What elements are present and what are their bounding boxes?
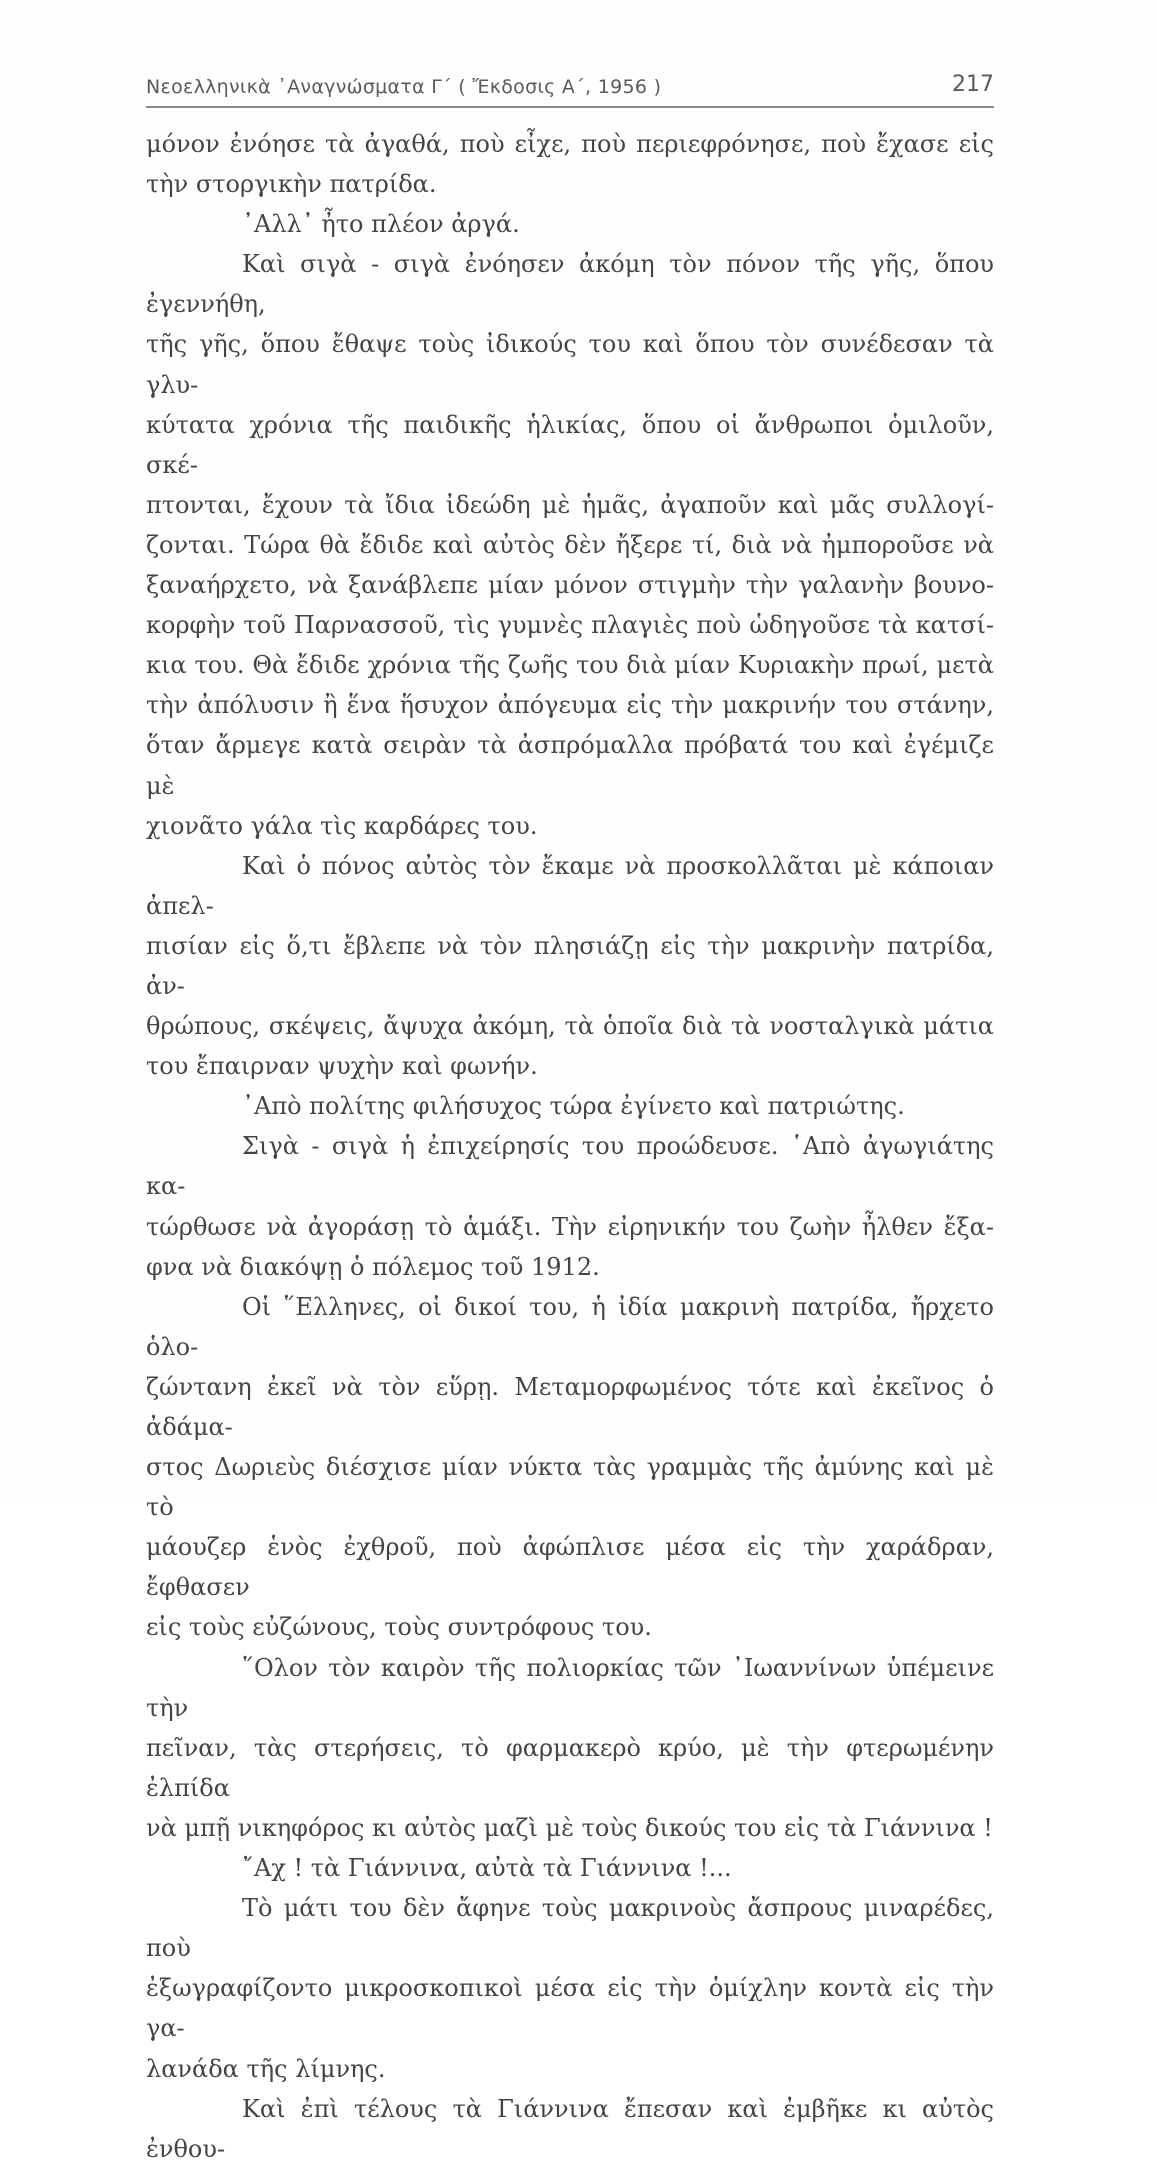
header-rule	[146, 106, 994, 108]
text-line: πτονται, ἔχουν τὰ ἴδια ἰδεώδη μὲ ἡμᾶς, ἀγαποῦν καὶ μᾶς συλλογί-	[146, 490, 994, 519]
text-line: τῆς γῆς, ὅπου ἔθαψε τοὺς ἰδικούς του καὶ ὅπου τὸν συνέδεσαν τὰ γλυ-	[146, 330, 994, 399]
text-line: τώρθωσε νὰ ἀγοράσῃ τὸ ἁμάξι. Τὴν εἰρηνικήν του ζωὴν ἦλθεν ἔξα-	[146, 1212, 994, 1241]
text-line: κύτατα χρόνια τῆς παιδικῆς ἡλικίας, ὅπου οἱ ἄνθρωποι ὁμιλοῦν, σκέ-	[146, 410, 994, 479]
text-line: στος Δωριεὺς διέσχισε μίαν νύκτα τὰς γραμμὰς τῆς ἀμύνης καὶ μὲ τὸ	[146, 1453, 994, 1522]
text-line: κια του. Θὰ ἔδιδε χρόνια τῆς ζωῆς του διὰ μίαν Κυριακὴν πρωί, μετὰ	[146, 651, 994, 680]
text-line: εἰς τοὺς εὐζώνους, τοὺς συντρόφους του.	[146, 1613, 652, 1642]
text-line: κορφὴν τοῦ Παρνασσοῦ, τὶς γυμνὲς πλαγιὲς ποὺ ὡδηγοῦσε τὰ κατσί-	[146, 611, 994, 640]
text-line: τὴν ἀπόλυσιν ἢ ἕνα ἥσυχον ἀπόγευμα εἰς τὴν μακρινήν του στάνην,	[146, 691, 994, 720]
text-line: θρώπους, σκέψεις, ἄψυχα ἀκόμη, τὰ ὁποῖα διὰ τὰ νοσταλγικὰ μάτια	[146, 1012, 994, 1041]
text-line: πεῖναν, τὰς στερήσεις, τὸ φαρμακερὸ κρύο, μὲ τὴν φτερωμένην ἐλπίδα	[146, 1733, 994, 1802]
text-line: Καὶ ὁ πόνος αὐτὸς τὸν ἔκαμε νὰ προσκολλᾶται μὲ κάποιαν ἀπελ-	[146, 851, 994, 920]
text-line: φνα νὰ διακόψῃ ὁ πόλεμος τοῦ 1912.	[146, 1252, 600, 1281]
text-line: νὰ μπῇ νικηφόρος κι αὐτὸς μαζὶ μὲ τοὺς δικούς του εἰς τὰ Γιάννινα !	[146, 1813, 993, 1842]
text-line: Σιγὰ - σιγὰ ἡ ἐπιχείρησίς του προώδευσε. ῾Απὸ ἀγωγιάτης κα-	[146, 1132, 994, 1201]
text-line: ῞Ολον τὸν καιρὸν τῆς πολιορκίας τῶν ᾿Ιωαννίνων ὑπέμεινε τὴν	[146, 1653, 994, 1722]
text-line: λανάδα τῆς λίμνης.	[146, 2054, 386, 2083]
text-line: Καὶ ἐπὶ τέλους τὰ Γιάννινα ἔπεσαν καὶ ἐμβῆκε κι αὐτὸς ἐνθου-	[146, 2094, 994, 2163]
text-line: Καὶ σιγὰ - σιγὰ ἐνόησεν ἀκόμη τὸν πόνον τῆς γῆς, ὅπου ἐγεννήθη,	[146, 250, 994, 319]
text-line: ὅταν ἄρμεγε κατὰ σειρὰν τὰ ἀσπρόμαλλα πρόβατά του καὶ ἐγέμιζε μὲ	[146, 731, 994, 800]
text-line: χιονᾶτο γάλα τὶς καρδάρες του.	[146, 811, 538, 840]
header-title: Νεοελληνικὰ ᾿Αναγνώσματα Γ΄ ( Ἔκδοσις Α΄, 1956 )	[146, 76, 662, 98]
text-line: ᾿Απὸ πολίτης φιλήσυχος τώρα ἐγίνετο καὶ πατριώτης.	[242, 1092, 905, 1121]
text-line: Τὸ μάτι του δὲν ἄφηνε τοὺς μακρινοὺς ἄσπρους μιναρέδες, ποὺ	[146, 1894, 994, 1963]
text-line: ζονται. Τώρα θὰ ἔδιδε καὶ αὐτὸς δὲν ἤξερε τί, διὰ νὰ ἠμποροῦσε νὰ	[146, 530, 994, 559]
text-line: πισίαν εἰς ὅ,τι ἔβλεπε νὰ τὸν πλησιάζῃ εἰς τὴν μακρινὴν πατρίδα, ἀν-	[146, 931, 994, 1000]
page-number: 217	[952, 72, 994, 97]
text-line: ᾿Αλλ᾿ ἦτο πλέον ἀργά.	[242, 210, 520, 239]
text-line: ἐξωγραφίζοντο μικροσκοπικοὶ μέσα εἰς τὴν ὁμίχλην κοντὰ εἰς τὴν γα-	[146, 1974, 994, 2043]
text-line: τὴν στοργικὴν πατρίδα.	[146, 170, 437, 199]
text-line: Οἱ ῞Ελληνες, οἱ δικοί του, ἡ ἰδία μακρινὴ πατρίδα, ἤρχετο ὁλο-	[146, 1292, 994, 1361]
body-text	[146, 124, 994, 2169]
text-line: ξαναήρχετο, νὰ ξανάβλεπε μίαν μόνον στιγμὴν τὴν γαλανὴν βουνο-	[146, 571, 994, 600]
running-header	[146, 72, 994, 106]
text-line: ῎Αχ ! τὰ Γιάννινα, αὐτὰ τὰ Γιάννινα !...	[242, 1854, 732, 1883]
text-line: μάουζερ ἑνὸς ἐχθροῦ, ποὺ ἀφώπλισε μέσα εἰς τὴν χαράδραν, ἔφθασεν	[146, 1533, 994, 1602]
text-line: ζώντανη ἐκεῖ νὰ τὸν εὕρῃ. Μεταμορφωμένος τότε καὶ ἐκεῖνος ὁ ἀδάμα-	[146, 1372, 994, 1441]
text-line: του ἔπαιρναν ψυχὴν καὶ φωνήν.	[146, 1052, 538, 1081]
text-line: μόνον ἐνόησε τὰ ἀγαθά, ποὺ εἶχε, ποὺ περιεφρόνησε, ποὺ ἔχασε εἰς	[146, 130, 994, 158]
